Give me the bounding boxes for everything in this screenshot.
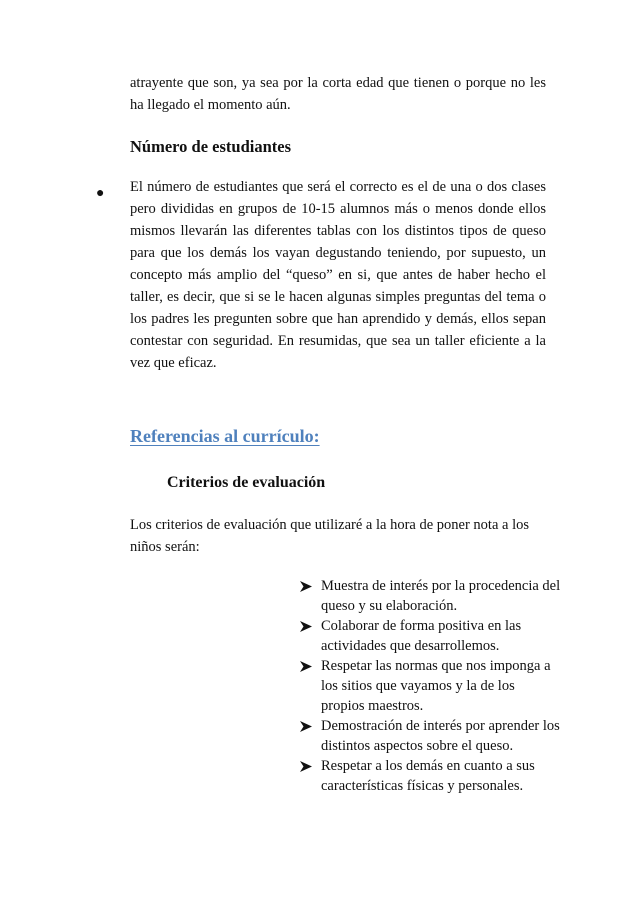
criteria-intro-paragraph: Los criterios de evaluación que utilizaré a la hora de poner nota a los niños serán: <box>130 517 529 555</box>
arrow-bullet-icon <box>300 661 312 672</box>
arrow-bullet-icon <box>300 621 312 632</box>
criteria-item-text: Muestra de interés por la procedencia del queso y su elaboración. <box>321 578 561 614</box>
arrow-bullet-icon <box>300 581 312 592</box>
list-item <box>299 656 561 716</box>
list-item <box>299 616 561 656</box>
intro-paragraph: atrayente que son, ya sea por la corta edad que tienen o porque no les ha llegado el momento aún. <box>130 75 546 113</box>
list-item <box>299 576 561 616</box>
criteria-heading: Criterios de evaluación <box>167 474 326 491</box>
students-paragraph: El número de estudiantes que será el correcto es el de una o dos clases pero divididas en grupos de 10-15 alumnos más o menos donde ellos mismos llevarán las diferentes tablas con los distintos tipos de queso para que los demás los vayan degustando teniendo, por supuesto, un concepto más amplio del “queso” en si, que antes de haber hecho el taller, es decir, que si se le hacen algunas simples preguntas del tema o los padres les pregunten sobre que han aprendido y demás, ellos sepan contestar con seguridad. En resumidas, que sea un taller eficiente a la vez que eficaz. <box>130 179 546 371</box>
criteria-item-text: Respetar las normas que nos imponga a los sitios que vayamos y la de los propios maestros. <box>321 658 551 714</box>
criteria-item-text: Respetar a los demás en cuanto a sus características físicas y personales. <box>321 758 535 794</box>
arrow-bullet-icon <box>300 761 312 772</box>
criteria-item-text: Demostración de interés por aprender los distintos aspectos sobre el queso. <box>321 718 560 754</box>
bullet-dot-icon: ● <box>96 186 105 201</box>
students-heading: Número de estudiantes <box>130 137 292 156</box>
list-item <box>299 756 561 796</box>
list-item <box>299 716 561 756</box>
criteria-item-text: Colaborar de forma positiva en las actividades que desarrollemos. <box>321 618 522 654</box>
arrow-bullet-icon <box>300 721 312 732</box>
references-heading: Referencias al currículo: <box>130 426 320 446</box>
criteria-list <box>299 576 561 796</box>
